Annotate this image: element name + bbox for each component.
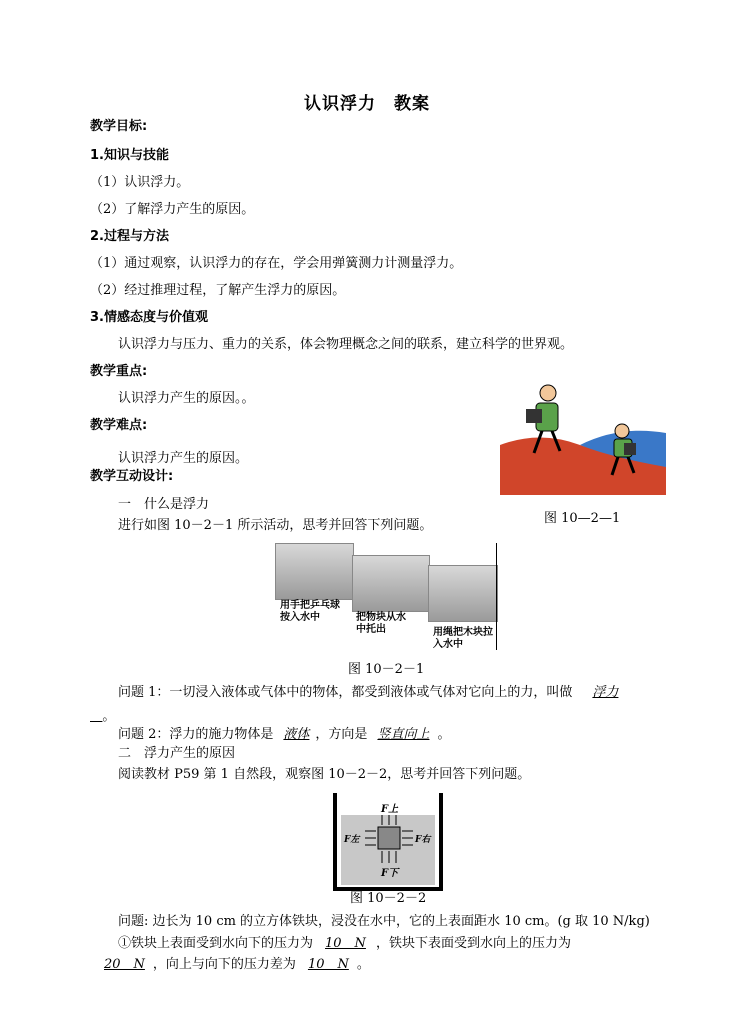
question-3-line1: ①铁块上表面受到水向下的压力为 10 N ，铁块下表面受到水向上的压力为 bbox=[118, 936, 571, 951]
figure2-caption: 图 10－2－2 bbox=[350, 891, 427, 906]
side-figure-caption: 图 10—2—1 bbox=[544, 511, 621, 526]
photo-caption: 把物块从水中托出 bbox=[356, 612, 406, 635]
difficulty-text: 认识浮力产生的原因。 bbox=[118, 451, 249, 466]
photo-block bbox=[352, 555, 430, 612]
photo-caption: 用手把乒乓球按入水中 bbox=[280, 600, 340, 623]
question-3: 问题: 边长为 10 cm 的立方体铁块，浸没在水中，它的上表面距水 10 cm。(g 取 10 N/kg) bbox=[118, 914, 650, 929]
photo-divider bbox=[496, 543, 497, 650]
section-attitude: 3.情感态度与价值观 bbox=[90, 310, 208, 325]
photo-pingpong bbox=[275, 543, 354, 600]
goal-item: （2）了解浮力产生的原因。 bbox=[90, 202, 255, 217]
figure1-caption: 图 10－2－1 bbox=[348, 662, 425, 677]
pressure-diagram bbox=[333, 791, 443, 891]
section-knowledge: 1.知识与技能 bbox=[90, 148, 169, 163]
question-1: 问题 1：一切浸入液体或气体中的物体，都受到液体或气体对它向上的力，叫做 浮力 bbox=[118, 685, 619, 700]
photo-wood bbox=[428, 565, 498, 622]
question-1-end: 。 bbox=[102, 709, 116, 724]
part2-heading: 二 浮力产生的原因 bbox=[118, 746, 236, 761]
difficulty-heading: 教学难点: bbox=[90, 418, 148, 433]
cartoon-illustration bbox=[500, 375, 666, 495]
label-top: F上 bbox=[381, 804, 399, 815]
part2-intro: 阅读教材 P59 第 1 自然段，观察图 10－2－2，思考并回答下列问题。 bbox=[118, 767, 531, 782]
photo-caption: 用绳把木块拉入水中 bbox=[433, 627, 493, 650]
design-heading: 教学互动设计: bbox=[90, 469, 174, 484]
goals-heading: 教学目标: bbox=[90, 119, 148, 134]
label-bottom: F下 bbox=[381, 868, 399, 879]
section-process: 2.过程与方法 bbox=[90, 229, 169, 244]
page-title: 认识浮力 教案 bbox=[304, 94, 430, 114]
goal-item: （1）通过观察，认识浮力的存在，学会用弹簧测力计测量浮力。 bbox=[90, 256, 463, 271]
question-3-line2: 20 N ，向上与向下的压力差为 10 N 。 bbox=[104, 957, 370, 972]
question-2: 问题 2：浮力的施力物体是 液体 ，方向是 竖直向上 。 bbox=[118, 727, 451, 742]
label-left: F左 bbox=[344, 835, 360, 845]
part1-intro: 进行如图 10－2－1 所示活动，思考并回答下列问题。 bbox=[118, 518, 433, 533]
key-text: 认识浮力产生的原因。。 bbox=[118, 391, 255, 406]
goal-item: （1）认识浮力。 bbox=[90, 175, 190, 190]
goal-item: （2）经过推理过程，了解产生浮力的原因。 bbox=[90, 283, 346, 298]
part1-heading: 一 什么是浮力 bbox=[118, 497, 210, 512]
attitude-text: 认识浮力与压力、重力的关系，体会物理概念之间的联系，建立科学的世界观。 bbox=[118, 337, 574, 352]
label-right: F右 bbox=[415, 835, 431, 845]
key-heading: 教学重点: bbox=[90, 364, 148, 379]
